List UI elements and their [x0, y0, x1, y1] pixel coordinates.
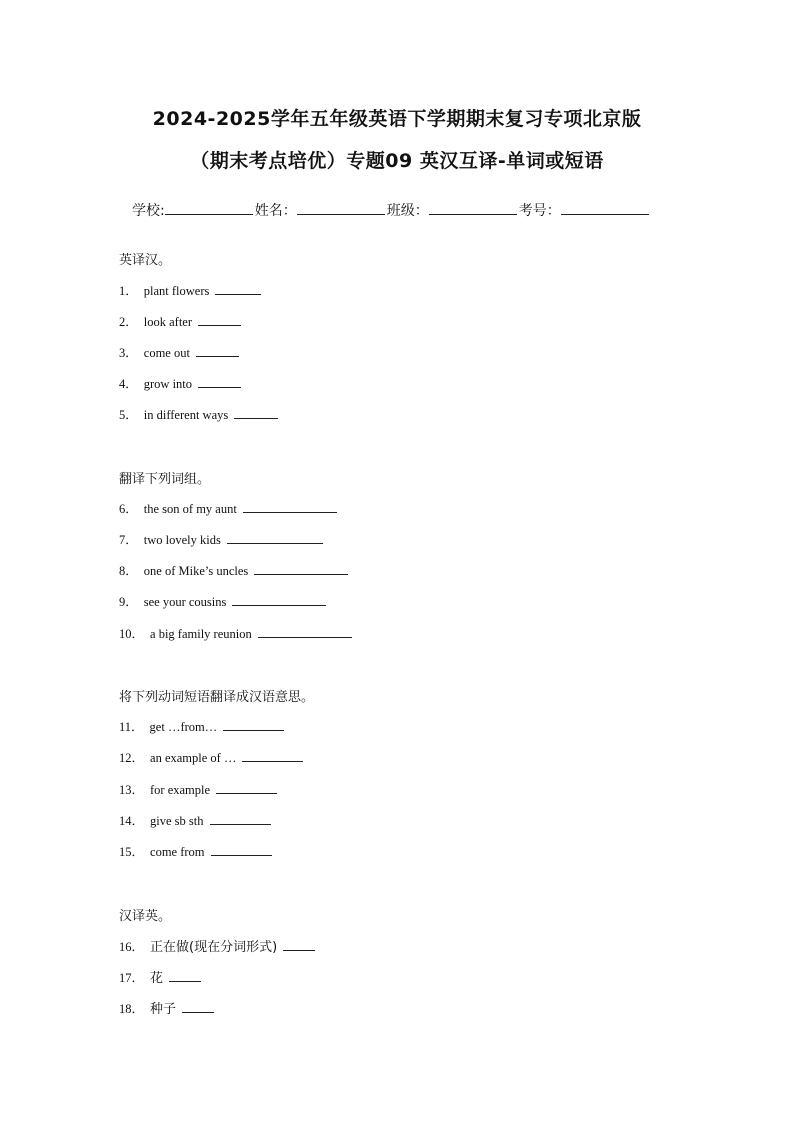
- question-item: [119, 561, 348, 579]
- answer-blank[interactable]: [198, 313, 241, 326]
- answer-blank[interactable]: [196, 344, 239, 357]
- answer-blank[interactable]: [182, 1000, 214, 1013]
- question-text: come from: [150, 845, 205, 859]
- answer-blank[interactable]: [210, 812, 271, 825]
- question-number: 18．: [119, 1002, 145, 1016]
- question-number: 13．: [119, 783, 145, 797]
- question-number: 2．: [119, 315, 138, 329]
- question-text: 种子: [150, 1002, 177, 1017]
- question-text: plant flowers: [143, 284, 210, 298]
- question-number: 11．: [119, 720, 144, 734]
- answer-blank[interactable]: [211, 843, 272, 856]
- question-item: [119, 748, 303, 766]
- answer-blank[interactable]: [216, 781, 277, 794]
- question-item: [119, 811, 271, 829]
- question-text: the son of my aunt: [143, 502, 237, 516]
- question-item: [119, 842, 272, 860]
- exam-number-blank[interactable]: [561, 200, 649, 215]
- question-text: give sb sth: [150, 814, 204, 828]
- question-text: 正在做(现在分词形式): [150, 940, 278, 955]
- question-item: [119, 374, 241, 392]
- question-number: 5．: [119, 408, 138, 422]
- name-label: 姓名：: [254, 203, 297, 219]
- question-item: [119, 405, 278, 423]
- section-heading-en-to-zh: 英译汉。: [119, 253, 172, 268]
- section-heading-zh-to-en: 汉译英。: [119, 909, 172, 924]
- answer-blank[interactable]: [169, 969, 201, 982]
- worksheet-subtitle: （期末考点培优）专题09 英汉互译-单词或短语: [190, 150, 604, 172]
- question-item: [119, 499, 337, 517]
- school-blank[interactable]: [165, 200, 253, 215]
- question-number: 10．: [119, 627, 145, 641]
- question-item: [119, 624, 352, 642]
- question-text: come out: [143, 346, 190, 360]
- question-number: 6．: [119, 502, 138, 516]
- school-label: 学校:: [132, 203, 165, 219]
- question-text: two lovely kids: [143, 533, 221, 547]
- question-item: [119, 530, 323, 548]
- question-number: 1．: [119, 284, 138, 298]
- question-text: 花: [150, 971, 164, 986]
- question-text: for example: [150, 783, 211, 797]
- question-item: [119, 936, 315, 955]
- question-number: 7．: [119, 533, 138, 547]
- question-number: 17．: [119, 971, 145, 985]
- question-text: in different ways: [143, 408, 229, 422]
- question-number: 8．: [119, 564, 138, 578]
- question-item: [119, 312, 241, 330]
- worksheet-title: 2024-2025学年五年级英语下学期期末复习专项北京版: [152, 108, 642, 130]
- question-text: get …from…: [149, 720, 218, 734]
- class-blank[interactable]: [429, 200, 517, 215]
- question-text: look after: [143, 315, 193, 329]
- question-item: [119, 780, 277, 798]
- answer-blank[interactable]: [215, 282, 261, 295]
- answer-blank[interactable]: [283, 938, 315, 951]
- question-number: 9．: [119, 595, 138, 609]
- question-item: [119, 998, 214, 1017]
- question-item: [119, 281, 261, 299]
- answer-blank[interactable]: [243, 500, 337, 513]
- answer-blank[interactable]: [234, 406, 278, 419]
- section-heading-verb-phrases: 将下列动词短语翻译成汉语意思。: [119, 690, 315, 705]
- question-number: 14．: [119, 814, 145, 828]
- question-text: see your cousins: [143, 595, 227, 609]
- answer-blank[interactable]: [198, 375, 241, 388]
- question-number: 15．: [119, 845, 145, 859]
- question-number: 12．: [119, 751, 145, 765]
- answer-blank[interactable]: [223, 718, 284, 731]
- answer-blank[interactable]: [254, 562, 348, 575]
- question-number: 4．: [119, 377, 138, 391]
- question-number: 3．: [119, 346, 138, 360]
- question-text: an example of …: [150, 751, 237, 765]
- answer-blank[interactable]: [242, 749, 303, 762]
- answer-blank[interactable]: [227, 531, 323, 544]
- question-item: [119, 592, 326, 610]
- answer-blank[interactable]: [258, 625, 352, 638]
- section-heading-translate-phrases: 翻译下列词组。: [119, 472, 211, 487]
- question-number: 16．: [119, 940, 145, 954]
- question-item: [119, 343, 239, 361]
- question-text: a big family reunion: [150, 627, 252, 641]
- question-item: [119, 717, 284, 735]
- name-blank[interactable]: [297, 200, 385, 215]
- class-label: 班级：: [386, 203, 429, 219]
- student-info-line: [132, 200, 651, 220]
- question-item: [119, 967, 201, 986]
- question-text: one of Mike’s uncles: [143, 564, 249, 578]
- answer-blank[interactable]: [232, 593, 326, 606]
- exam-number-label: 考号：: [518, 203, 561, 219]
- question-text: grow into: [143, 377, 193, 391]
